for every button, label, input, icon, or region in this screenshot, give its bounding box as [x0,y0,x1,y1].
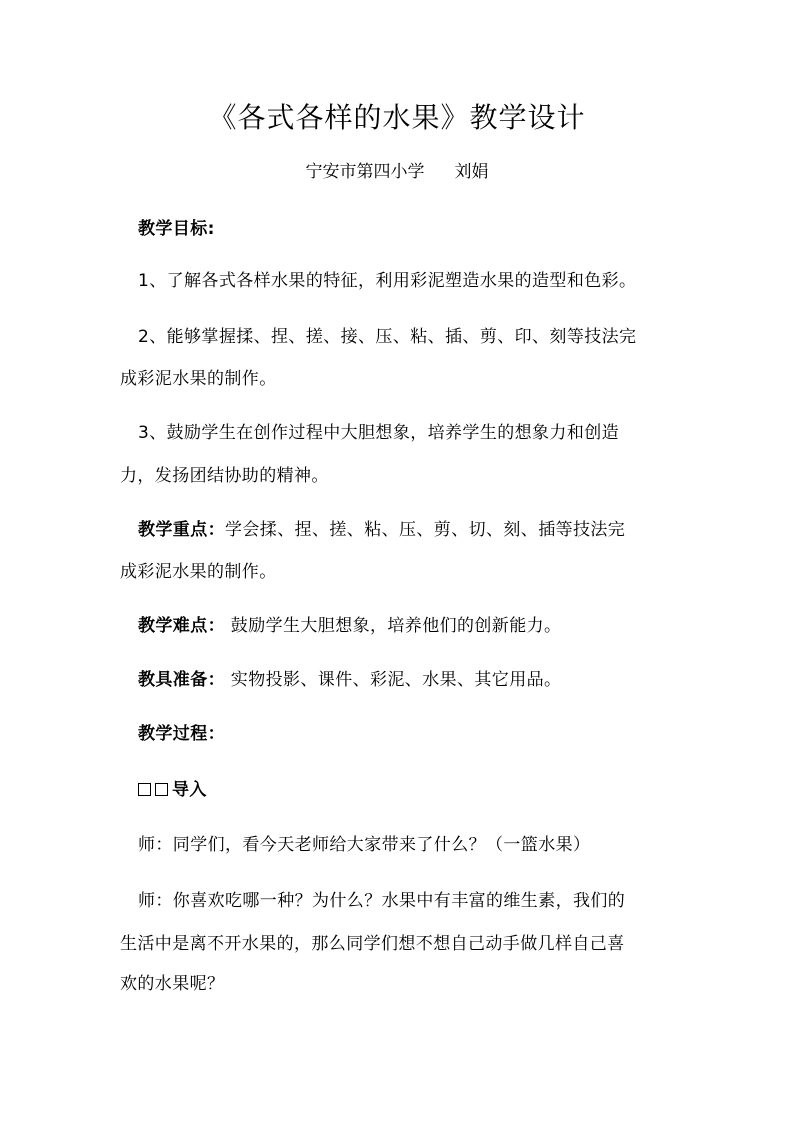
missing-glyph-box-icon [138,783,151,796]
author-school: 宁安市第四小学 [305,162,425,182]
tools-label: 教具准备： [138,670,225,690]
difficulty-text: 鼓励学生大胆想象，培养他们的创新能力。 [225,616,562,636]
difficulty-label: 教学难点： [138,616,225,636]
missing-glyph-box-icon [155,783,168,796]
key-point-label: 教学重点： [138,520,225,540]
key-point-text: 学会揉、捏、搓、粘、压、剪、切、刻、插等技法完 [225,520,626,540]
objectives-heading: 教学目标: [138,219,215,239]
document-title: 《各式各样的水果》教学设计 [208,101,586,134]
intro-heading: 导入 [172,780,207,800]
tools-line [120,668,698,692]
objective-3-line2: 力，发扬团结协助的精神。 [120,466,329,486]
intro-heading-line [120,778,698,802]
key-point-line2: 成彩泥水果的制作。 [120,562,277,582]
tools-text: 实物投影、课件、彩泥、水果、其它用品。 [225,670,562,690]
objective-3-line1: 3、鼓励学生在创作过程中大胆想象，培养学生的想象力和创造 [138,423,620,443]
teacher-line-2b: 生活中是离不开水果的，那么同学们想不想自己动手做几样自己喜 [120,934,625,954]
key-point-line1 [120,518,698,542]
teacher-line-1: 师：同学们，看今天老师给大家带来了什么？（一篮水果） [138,835,591,855]
teacher-line-2c: 欢的水果呢？ [120,974,225,994]
author-line [0,160,794,184]
objective-1: 1、了解各式各样水果的特征，利用彩泥塑造水果的造型和色彩。 [138,271,637,291]
process-heading: 教学过程： [138,724,225,744]
difficulty-line [120,614,698,638]
objective-2-line2: 成彩泥水果的制作。 [120,369,277,389]
objective-2-line1: 2、能够掌握揉、捏、搓、接、压、粘、插、剪、印、刻等技法完 [138,327,637,347]
author-name: 刘娟 [454,162,489,182]
teacher-line-2a: 师：你喜欢吃哪一种？为什么？水果中有丰富的维生素，我们的 [138,891,626,911]
